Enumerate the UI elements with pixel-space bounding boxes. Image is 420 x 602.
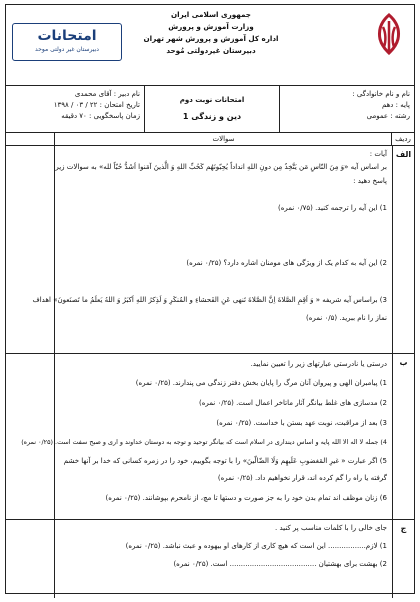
section-a-line: بر اساس آیه «وَ مِنَ النّاسِ مَن یَتَّخِذُ مِن دونِ اللهِ انداداً یُحِبّونَهُم کَحُبِّ اللهِ وَ الَّذینَ آمَنوا اَشَدُّ حُبّاً لله» به سوالات زیر [55,163,387,171]
section-c-item: 2) بهشت برای بهشتیان ....................................... است. (۰/۲۵ نمره) [173,560,387,568]
teacher-label: نام دبیر : آقای محمدی [74,90,140,98]
logo-subtitle: دبیرستان غیر دولتی موحد [35,46,99,53]
grade-label: پایه : دهم [381,101,410,109]
section-c [6,520,414,598]
section-b-item: 4) جمله لا اله الا الله پایه و اساس دینداری در اسلام است که بیانگر توحید و توجه به دوستان خداوند و اری و صبح سفت است. (۰/۲۵ نمره) [21,438,387,446]
section-b-item: 3) بعد از مراقبت، نوبت عهد بستن با خداست. (۰/۲۵ نمره) [216,419,387,427]
section-b-instruction: درستی یا نادرستی عبارتهای زیر را تعیین نمایید. [250,360,387,368]
section-c-label: ج [392,520,414,598]
exam-duration: زمان پاسخگویی : ۷۰ دقیقه [61,112,140,120]
header-line-ministry: وزارت آموزش و پرورش [168,22,254,31]
section-a-label: الف [392,146,414,353]
section-a-line: پاسخ دهید : [353,177,387,185]
exam-meta [6,86,144,132]
student-name-label: نام و نام خانوادگی : [352,90,410,98]
section-a-q3-cont: نماز را نام ببرید. (۰/۵ نمره) [305,314,387,322]
header-line-school: دبیرستان غیردولتی مُوحد [166,46,256,55]
exam-info-row [6,86,414,133]
exam-header [6,5,414,86]
section-c-instruction: جای خالی را با کلمات مناسب پر کنید . [275,524,387,532]
exam-date: تاریخ امتحان : ۲۲ / ۰۳ / ۱۳۹۸ [53,101,140,109]
section-b-item: 5) اگر عبارت « غیرِ المَغضوبِ عَلَیهِم وَلَا الضّالّینَ» را با توجه بگوییم، خود را در زمره کسانی که خدا بر آنها خشم [63,457,387,465]
header-titles [141,9,281,57]
section-b-label: ب [392,354,414,519]
section-a-q2: 2) این آیه به کدام یک از ویژگی های مومنان اشاره دارد؟ (۰/۲۵ نمره) [186,259,387,267]
section-c-item: 1) لازم................. این است که هیچ کاری از کارهای او بیهوده و عبث نباشد. (۰/۲۵ نمره) [125,542,387,550]
section-a-q1: 1) این آیه را ترجمه کنید. (۰/۷۵ نمره) [278,204,387,212]
row-column-header: ردیف [391,133,414,145]
section-c-body [54,520,392,598]
section-a [6,146,414,354]
section-a-q3: 3) براساس آیه شریفه « وَ اَقِمِ الصَّلاةَ اِنَّ الصَّلاةَ تَنهی عَنِ الفَحشاءِ و المُنکَرِ وَ لَذِکرُ اللهِ اَکبَرُ وَ اللهُ یَعلَمُ ما تَصنَعونَ» اهداف [32,296,387,304]
student-info [279,86,414,132]
header-line-department: اداره کل آموزش و پرورش شهر تهران [143,34,279,43]
exam-title-box [144,86,279,132]
exam-page [5,4,415,594]
header-line-country: جمهوری اسلامی ایران [171,10,251,19]
section-b-item-cont: گرفته یا راه را گم کرده اند، قرار نخواهیم داد. (۰/۲۵ نمره) [217,474,387,482]
section-a-body [32,146,392,353]
table-header [6,133,414,146]
school-logo [12,23,122,61]
iran-emblem-icon [370,11,408,57]
section-b-item: 1) پیامبران الهی و پیروان آنان مرگ را پایان بخش دفتر زندگی می پندارند. (۰/۲۵ نمره) [135,379,387,387]
section-b-body [21,354,392,519]
section-a-line: آیات : [369,150,387,158]
section-b-item: 2) مدسازی های غلط بیانگر آثار ماتاخر اعمال است. (۰/۲۵ نمره) [198,399,387,407]
exam-title: امتحانات نوبت دوم [179,96,245,104]
field-label: رشته : عمومی [366,112,410,120]
section-b-item: 6) زنان موظف اند تمام بدن خود را به جز صورت و دستها تا مچ، از نامحرم بپوشانند. (۰/۲۵ نمره) [105,494,387,502]
section-b [6,354,414,520]
exam-subject: دین و زندگی 1 [182,112,242,121]
logo-title: امتحانات [37,28,97,44]
questions-column-header: سوالات [54,133,392,145]
